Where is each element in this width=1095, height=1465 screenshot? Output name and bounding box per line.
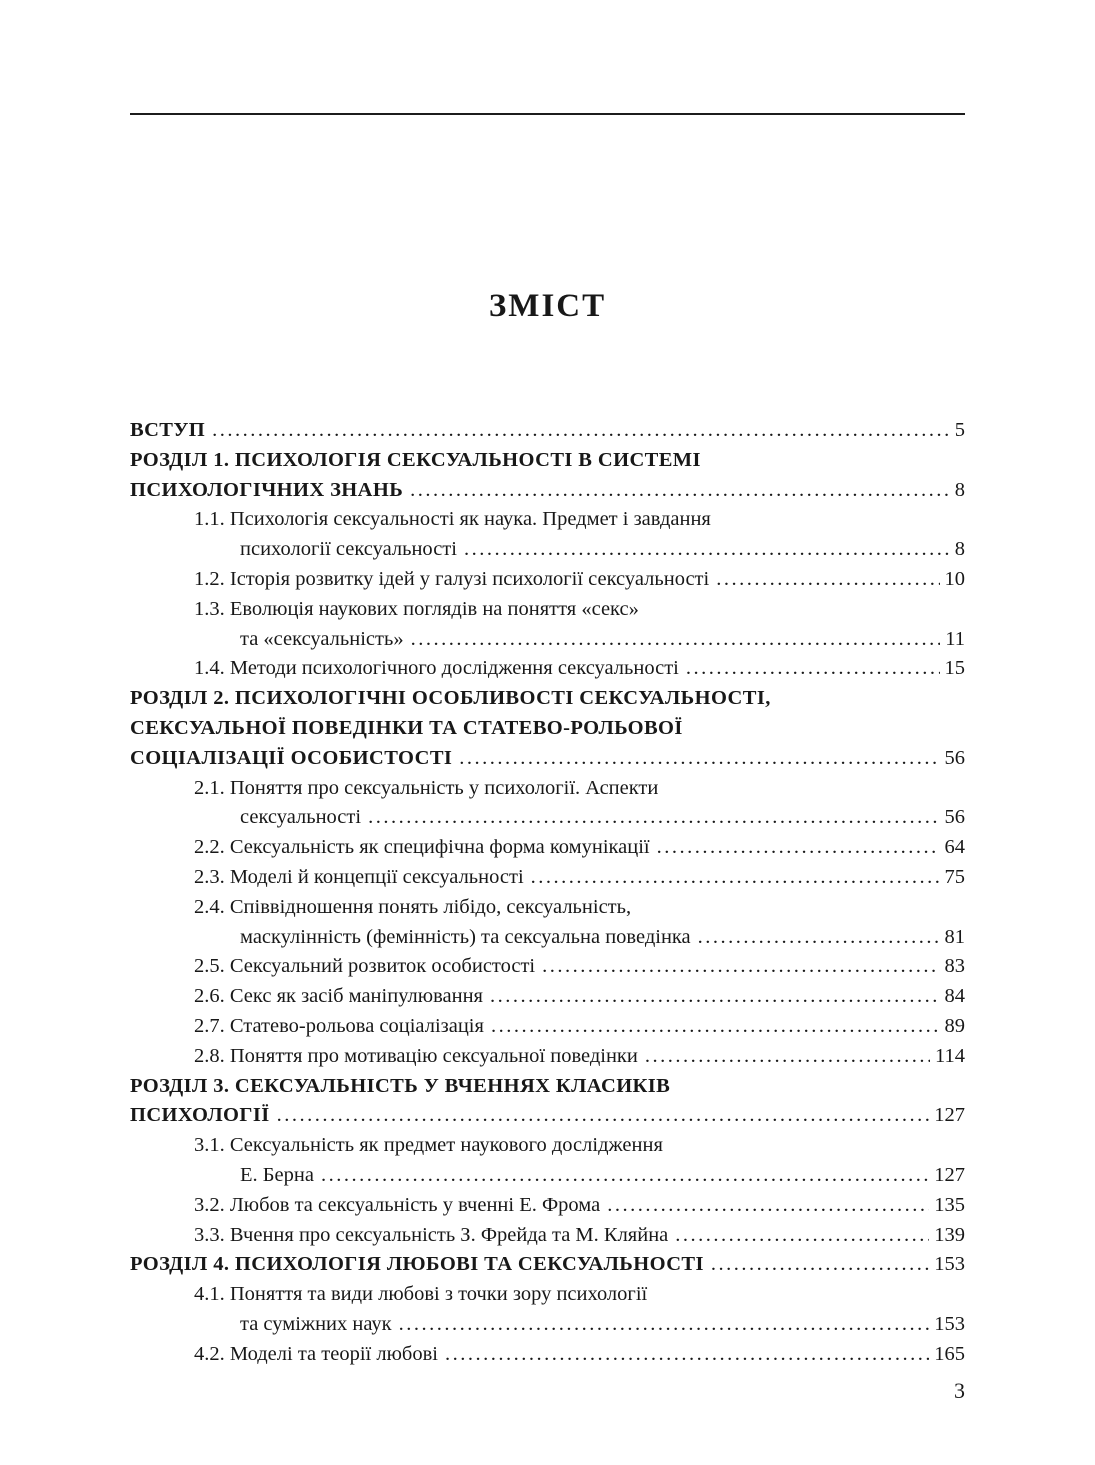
toc-entry-text: та «сексуальність» bbox=[240, 627, 404, 650]
toc-entry-text: РОЗДІЛ 2. ПСИХОЛОГІЧНІ ОСОБЛИВОСТІ СЕКСУАЛЬНОСТІ, bbox=[130, 687, 771, 710]
toc-entry-text: маскулінність (фемінність) та сексуальна поведінка bbox=[240, 925, 691, 948]
toc-entry-line bbox=[130, 833, 965, 863]
dotted-leader bbox=[645, 1042, 930, 1072]
toc-page-number: 84 bbox=[944, 985, 965, 1008]
toc-entry-text: СОЦІАЛІЗАЦІЇ ОСОБИСТОСТІ bbox=[130, 746, 453, 769]
toc-entry-line bbox=[130, 416, 965, 446]
toc-entry-text: 2.2. Сексуальність як специфічна форма комунікації bbox=[194, 836, 650, 859]
toc-entry-line bbox=[130, 1072, 965, 1102]
toc-entry-text: 4.2. Моделі та теорії любові bbox=[194, 1342, 438, 1365]
toc-entry-text: 2.4. Співвідношення понять лібідо, сексуальність, bbox=[194, 895, 632, 918]
dotted-leader bbox=[716, 565, 939, 595]
toc-entry-text: сексуальності bbox=[240, 806, 362, 829]
toc-list bbox=[130, 416, 965, 1370]
dotted-leader bbox=[464, 535, 950, 565]
toc-entry-line bbox=[130, 744, 965, 774]
dotted-leader bbox=[542, 952, 939, 982]
toc-entry-line bbox=[130, 505, 965, 535]
dotted-leader bbox=[411, 625, 941, 655]
toc-entry-line bbox=[130, 923, 965, 953]
toc-page-number: 15 bbox=[944, 657, 965, 680]
dotted-leader bbox=[277, 1101, 930, 1131]
dotted-leader bbox=[410, 476, 950, 506]
toc-entry-line bbox=[130, 803, 965, 833]
toc-entry-text: 2.6. Секс як засіб маніпулювання bbox=[194, 985, 483, 1008]
dotted-leader bbox=[657, 833, 940, 863]
dotted-leader bbox=[686, 654, 940, 684]
toc-entry-line bbox=[130, 1131, 965, 1161]
toc-entry-line bbox=[130, 1280, 965, 1310]
toc-entry-text: 2.7. Статево-рольова соціалізація bbox=[194, 1014, 484, 1037]
toc-entry-text: РОЗДІЛ 4. ПСИХОЛОГІЯ ЛЮБОВІ ТА СЕКСУАЛЬНОСТІ bbox=[130, 1253, 704, 1276]
dotted-leader bbox=[675, 1221, 929, 1251]
toc-page-number: 5 bbox=[954, 419, 965, 441]
top-rule bbox=[130, 113, 965, 115]
toc-page-number: 139 bbox=[934, 1223, 965, 1246]
toc-entry-line bbox=[130, 625, 965, 655]
toc-entry-line bbox=[130, 1101, 965, 1131]
toc-entry-line bbox=[130, 893, 965, 923]
toc-entry-text: РОЗДІЛ 1. ПСИХОЛОГІЯ СЕКСУАЛЬНОСТІ В СИСТЕМІ bbox=[130, 448, 701, 471]
toc-entry-text: 1.4. Методи психологічного дослідження сексуальності bbox=[194, 657, 679, 680]
toc-page-number: 127 bbox=[934, 1104, 965, 1127]
toc-entry-line bbox=[130, 952, 965, 982]
dotted-leader bbox=[459, 744, 939, 774]
page-title: ЗМІСТ bbox=[488, 288, 607, 324]
dotted-leader bbox=[711, 1250, 929, 1280]
toc-entry-text: 2.1. Поняття про сексуальність у психології. Аспекти bbox=[194, 776, 659, 799]
toc-entry-line bbox=[130, 595, 965, 625]
toc-entry-text: 4.1. Поняття та види любові з точки зору психології bbox=[194, 1283, 648, 1306]
dotted-leader bbox=[445, 1340, 929, 1370]
page-number: 3 bbox=[954, 1378, 965, 1403]
toc-entry-line bbox=[130, 654, 965, 684]
toc-page-number: 153 bbox=[934, 1312, 965, 1335]
toc-page-number: 64 bbox=[944, 836, 965, 859]
toc-entry-line bbox=[130, 1012, 965, 1042]
toc-page-number: 127 bbox=[934, 1163, 965, 1186]
dotted-leader bbox=[321, 1161, 929, 1191]
toc-entry-line bbox=[130, 1221, 965, 1251]
toc-page-number: 75 bbox=[944, 865, 965, 888]
toc-entry-line bbox=[130, 684, 965, 714]
toc-entry-line bbox=[130, 774, 965, 804]
toc-entry-line bbox=[130, 1340, 965, 1370]
toc-page-number: 10 bbox=[944, 567, 965, 590]
dotted-leader bbox=[491, 1012, 940, 1042]
toc-entry-line bbox=[130, 535, 965, 565]
dotted-leader bbox=[490, 982, 940, 1012]
dotted-leader bbox=[399, 1310, 930, 1340]
toc-page-number: 56 bbox=[944, 806, 965, 829]
toc-page-number: 81 bbox=[944, 925, 965, 948]
toc-entry-text: 2.3. Моделі й концепції сексуальності bbox=[194, 865, 524, 888]
toc-entry-text: 3.1. Сексуальність як предмет наукового дослідження bbox=[194, 1134, 663, 1157]
toc-entry-text: ПСИХОЛОГІЇ bbox=[130, 1104, 270, 1127]
toc-page-number: 89 bbox=[944, 1014, 965, 1037]
toc-entry-text: 1.2. Історія розвитку ідей у галузі психології сексуальності bbox=[194, 567, 710, 590]
toc-page-number: 114 bbox=[935, 1044, 965, 1067]
dotted-leader bbox=[698, 923, 940, 953]
toc-page-number: 83 bbox=[944, 955, 965, 978]
toc-entry-line bbox=[130, 1250, 965, 1280]
dotted-leader bbox=[212, 416, 950, 446]
toc-entry-text: 2.8. Поняття про мотивацію сексуальної поведінки bbox=[194, 1044, 638, 1067]
toc-entry-text: 2.5. Сексуальний розвиток особистості bbox=[194, 955, 536, 978]
toc-page-number: 8 bbox=[954, 538, 965, 561]
toc-page-number: 165 bbox=[934, 1342, 965, 1365]
toc-entry-text: та суміжних наук bbox=[240, 1312, 392, 1335]
toc-entry-line bbox=[130, 1310, 965, 1340]
toc-entry-line bbox=[130, 1191, 965, 1221]
dotted-leader bbox=[368, 803, 939, 833]
toc-entry-text: 1.1. Психологія сексуальності як наука. Предмет і завдання bbox=[194, 508, 711, 531]
toc-page-number: 8 bbox=[954, 478, 965, 501]
toc-entry-text: 3.3. Вчення про сексуальність З. Фрейда та М. Кляйна bbox=[194, 1223, 669, 1246]
dotted-leader bbox=[607, 1191, 929, 1221]
toc-entry-text: психології сексуальності bbox=[240, 538, 457, 561]
toc-page-number: 153 bbox=[934, 1253, 965, 1276]
toc-entry-line bbox=[130, 446, 965, 476]
toc-entry-line bbox=[130, 714, 965, 744]
toc-entry-line bbox=[130, 1161, 965, 1191]
toc-entry-line bbox=[130, 565, 965, 595]
toc-entry-text: ВСТУП bbox=[130, 419, 206, 441]
toc-entry-text: Е. Берна bbox=[240, 1163, 314, 1186]
toc-entry-text: РОЗДІЛ 3. СЕКСУАЛЬНІСТЬ У ВЧЕННЯХ КЛАСИКІВ bbox=[130, 1074, 671, 1097]
toc-entry-line bbox=[130, 982, 965, 1012]
dotted-leader bbox=[531, 863, 940, 893]
toc-entry-text: ПСИХОЛОГІЧНИХ ЗНАНЬ bbox=[130, 478, 404, 501]
toc-page-number: 56 bbox=[944, 746, 965, 769]
toc-entry-text: СЕКСУАЛЬНОЇ ПОВЕДІНКИ ТА СТАТЕВО-РОЛЬОВОЇ bbox=[130, 716, 683, 739]
toc-entry-line bbox=[130, 476, 965, 506]
toc-entry-line bbox=[130, 863, 965, 893]
toc-entry-text: 3.2. Любов та сексуальність у вченні Е. Фрома bbox=[194, 1193, 601, 1216]
toc-page-number: 135 bbox=[934, 1193, 965, 1216]
toc-page-number: 11 bbox=[945, 627, 965, 650]
toc-entry-text: 1.3. Еволюція наукових поглядів на поняття «секс» bbox=[194, 597, 639, 620]
toc-entry-line bbox=[130, 1042, 965, 1072]
